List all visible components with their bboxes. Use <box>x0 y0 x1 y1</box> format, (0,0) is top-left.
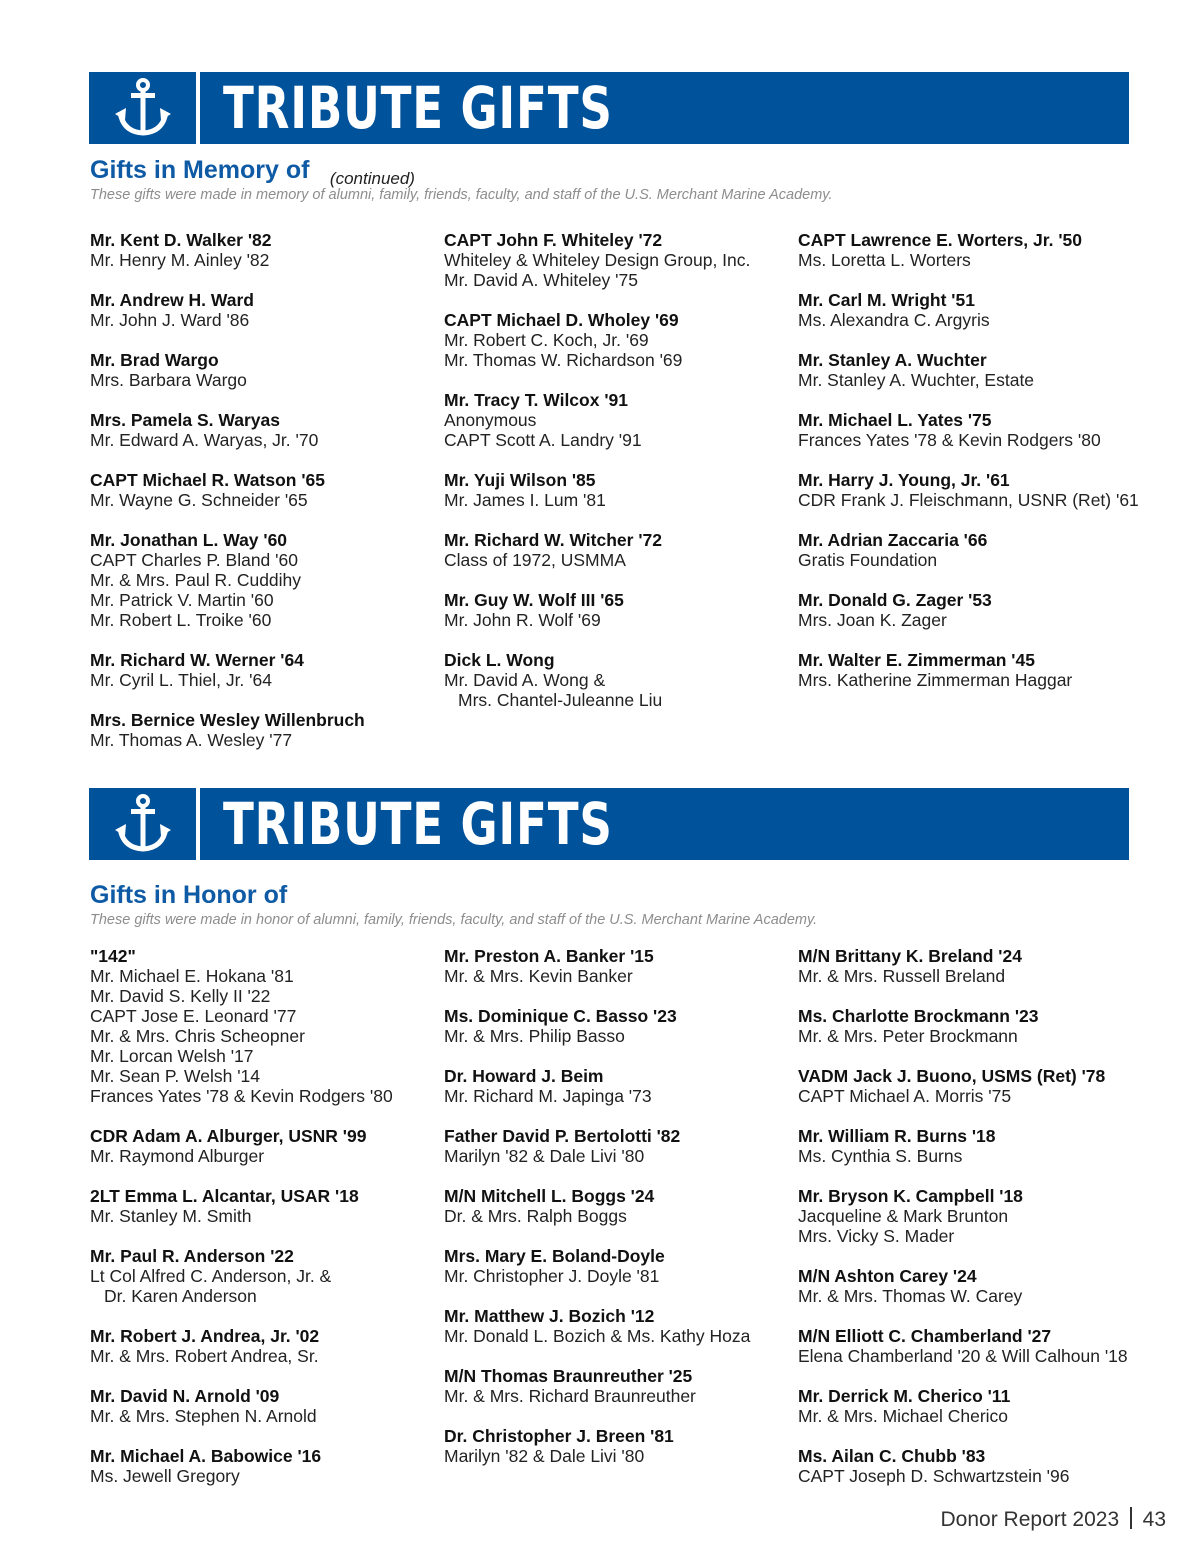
tribute-entry <box>90 710 440 750</box>
memory-column-1 <box>90 230 440 770</box>
donor-name: Mr. Patrick V. Martin '60 <box>90 590 274 610</box>
honoree-name: Mr. Carl M. Wright '51 <box>798 290 975 310</box>
honoree-name: Mr. Robert J. Andrea, Jr. '02 <box>90 1326 320 1346</box>
honor-section-title: Gifts in Honor of <box>90 881 288 909</box>
donor-name: Ms. Jewell Gregory <box>90 1466 240 1486</box>
donor-name: Mrs. Katherine Zimmerman Haggar <box>798 670 1073 690</box>
tribute-entry <box>90 470 440 510</box>
footer-report-title: Donor Report 2023 <box>940 1508 1120 1531</box>
honoree-name: Dr. Christopher J. Breen '81 <box>444 1426 674 1446</box>
tribute-entry <box>444 1426 794 1466</box>
tribute-entry <box>90 1446 440 1486</box>
honoree-name: Mr. Richard W. Witcher '72 <box>444 530 662 550</box>
donor-name: Mr. Cyril L. Thiel, Jr. '64 <box>90 670 272 690</box>
honoree-name: Mr. Bryson K. Campbell '18 <box>798 1186 1023 1206</box>
tribute-entry <box>90 230 440 270</box>
honoree-name: Mrs. Mary E. Boland-Doyle <box>444 1246 665 1266</box>
donor-name: Mr. & Mrs. Russell Breland <box>798 966 1006 986</box>
donor-name: Mrs. Chantel-Juleanne Liu <box>458 690 663 710</box>
tribute-gifts-banner-top <box>89 72 1129 144</box>
tribute-entry <box>90 946 440 1106</box>
tribute-entry <box>444 1186 794 1226</box>
tribute-entry <box>798 410 1148 450</box>
tribute-entry <box>444 1246 794 1286</box>
donor-name: Mr. & Mrs. Richard Braunreuther <box>444 1386 696 1406</box>
honoree-name: Mr. Kent D. Walker '82 <box>90 230 272 250</box>
donor-name: Mr. Edward A. Waryas, Jr. '70 <box>90 430 319 450</box>
honoree-name: CAPT Lawrence E. Worters, Jr. '50 <box>798 230 1082 250</box>
anchor-icon <box>89 72 196 144</box>
honoree-name: Mr. Jonathan L. Way '60 <box>90 530 288 550</box>
memory-column-3 <box>798 230 1148 710</box>
honoree-name: Dick L. Wong <box>444 650 555 670</box>
donor-name: Mr. Stanley A. Wuchter, Estate <box>798 370 1035 390</box>
tribute-gifts-banner-bottom <box>89 788 1129 860</box>
tribute-entry <box>444 590 794 630</box>
tribute-entry <box>444 470 794 510</box>
tribute-entry <box>444 390 794 450</box>
honoree-name: Mr. Yuji Wilson '85 <box>444 470 596 490</box>
donor-name: Mr. Michael E. Hokana '81 <box>90 966 294 986</box>
donor-name: Mr. Raymond Alburger <box>90 1146 265 1166</box>
honoree-name: M/N Ashton Carey '24 <box>798 1266 977 1286</box>
memory-continued-label: (continued) <box>329 169 415 188</box>
donor-name: Mr. & Mrs. Michael Cherico <box>798 1406 1009 1426</box>
honoree-name: CDR Adam A. Alburger, USNR '99 <box>90 1126 367 1146</box>
tribute-entry <box>798 1066 1148 1106</box>
honoree-name: Ms. Dominique C. Basso '23 <box>444 1006 677 1026</box>
donor-name: Mr. Wayne G. Schneider '65 <box>90 490 308 510</box>
tribute-entry <box>90 410 440 450</box>
donor-name: Mr. Donald L. Bozich & Ms. Kathy Hoza <box>444 1326 751 1346</box>
honoree-name: Mr. Brad Wargo <box>90 350 219 370</box>
donor-name: Mr. Sean P. Welsh '14 <box>90 1066 261 1086</box>
tribute-entry <box>444 1306 794 1346</box>
banner-divider <box>196 788 200 860</box>
memory-section-subtitle: These gifts were made in memory of alumni, family, friends, faculty, and staff of the U.S. Merchant Marine Academy. <box>90 187 833 203</box>
tribute-entry <box>798 290 1148 330</box>
honoree-name: Mr. Donald G. Zager '53 <box>798 590 992 610</box>
tribute-entry <box>444 1006 794 1046</box>
tribute-entry <box>444 230 794 290</box>
tribute-entry <box>90 290 440 330</box>
honoree-name: 2LT Emma L. Alcantar, USAR '18 <box>90 1186 359 1206</box>
honor-column-1 <box>90 946 440 1506</box>
honoree-name: Mr. Stanley A. Wuchter <box>798 350 987 370</box>
tribute-entry <box>444 1126 794 1166</box>
tribute-entry <box>90 1386 440 1426</box>
honoree-name: CAPT Michael D. Wholey '69 <box>444 310 679 330</box>
tribute-entry <box>798 1186 1148 1246</box>
tribute-entry <box>444 530 794 570</box>
honoree-name: M/N Elliott C. Chamberland '27 <box>798 1326 1052 1346</box>
honoree-name: CAPT John F. Whiteley '72 <box>444 230 663 250</box>
honoree-name: M/N Mitchell L. Boggs '24 <box>444 1186 655 1206</box>
honoree-name: "142" <box>90 946 136 966</box>
donor-name: Mr. David A. Wong & <box>444 670 606 690</box>
donor-name: Mr. & Mrs. Robert Andrea, Sr. <box>90 1346 319 1366</box>
tribute-entry <box>798 1126 1148 1166</box>
honoree-name: Mr. Harry J. Young, Jr. '61 <box>798 470 1010 490</box>
tribute-entry <box>798 350 1148 390</box>
honoree-name: Mr. Matthew J. Bozich '12 <box>444 1306 655 1326</box>
donor-name: Mr. Stanley M. Smith <box>90 1206 252 1226</box>
honor-column-3 <box>798 946 1148 1506</box>
honoree-name: Mr. Paul R. Anderson '22 <box>90 1246 294 1266</box>
donor-name: Mr. John J. Ward '86 <box>90 310 250 330</box>
donor-name: Whiteley & Whiteley Design Group, Inc. <box>444 250 751 270</box>
page-footer <box>941 1507 1166 1532</box>
honoree-name: Mr. Adrian Zaccaria '66 <box>798 530 988 550</box>
donor-name: Mrs. Joan K. Zager <box>798 610 947 630</box>
honoree-name: Mrs. Bernice Wesley Willenbruch <box>90 710 365 730</box>
tribute-entry <box>90 650 440 690</box>
donor-name: Mr. Christopher J. Doyle '81 <box>444 1266 660 1286</box>
donor-name: CAPT Scott A. Landry '91 <box>444 430 642 450</box>
honoree-name: Mr. Derrick M. Cherico '11 <box>798 1386 1011 1406</box>
donor-name: Mr. Lorcan Welsh '17 <box>90 1046 254 1066</box>
tribute-entry <box>90 1246 440 1306</box>
tribute-entry <box>444 650 794 710</box>
tribute-entry <box>798 470 1148 510</box>
anchor-icon <box>89 788 196 860</box>
honoree-name: Ms. Charlotte Brockmann '23 <box>798 1006 1039 1026</box>
donor-name: CAPT Jose E. Leonard '77 <box>90 1006 297 1026</box>
tribute-entry <box>798 230 1148 270</box>
honoree-name: Mr. Michael A. Babowice '16 <box>90 1446 322 1466</box>
donor-name: Mr. & Mrs. Philip Basso <box>444 1026 625 1046</box>
tribute-entry <box>798 1446 1148 1486</box>
tribute-entry <box>798 1386 1148 1426</box>
donor-name: Mr. David S. Kelly II '22 <box>90 986 271 1006</box>
honoree-name: Mr. Richard W. Werner '64 <box>90 650 304 670</box>
donor-name: Marilyn '82 & Dale Livi '80 <box>444 1446 645 1466</box>
tribute-entry <box>444 1366 794 1406</box>
tribute-entry <box>90 1126 440 1166</box>
tribute-entry <box>90 350 440 390</box>
donor-name: Mr. Henry M. Ainley '82 <box>90 250 270 270</box>
memory-section-title: Gifts in Memory of <box>90 156 310 184</box>
tribute-entry <box>798 650 1148 690</box>
donor-name: Mr. David A. Whiteley '75 <box>444 270 638 290</box>
donor-name: Mr. Thomas A. Wesley '77 <box>90 730 293 750</box>
donor-name: Mr. Richard M. Japinga '73 <box>444 1086 652 1106</box>
donor-name: Mr. Thomas W. Richardson '69 <box>444 350 683 370</box>
tribute-entry <box>444 946 794 986</box>
donor-name: Mr. & Mrs. Thomas W. Carey <box>798 1286 1023 1306</box>
donor-name: Anonymous <box>444 410 537 430</box>
honoree-name: Mr. Preston A. Banker '15 <box>444 946 654 966</box>
honoree-name: CAPT Michael R. Watson '65 <box>90 470 325 490</box>
tribute-entry <box>444 310 794 370</box>
donor-name: Mr. & Mrs. Stephen N. Arnold <box>90 1406 317 1426</box>
tribute-entry <box>798 590 1148 630</box>
tribute-entry <box>90 1326 440 1366</box>
tribute-entry <box>444 1066 794 1106</box>
banner-title: TRIBUTE GIFTS <box>223 74 613 142</box>
honoree-name: Mr. Guy W. Wolf III '65 <box>444 590 624 610</box>
donor-name: Ms. Cynthia S. Burns <box>798 1146 963 1166</box>
donor-name: Mr. Robert L. Troike '60 <box>90 610 272 630</box>
tribute-entry <box>798 1266 1148 1306</box>
donor-name: Mr. & Mrs. Kevin Banker <box>444 966 633 986</box>
tribute-entry <box>798 1006 1148 1046</box>
donor-name: Elena Chamberland '20 & Will Calhoun '18 <box>798 1346 1128 1366</box>
honoree-name: Father David P. Bertolotti '82 <box>444 1126 681 1146</box>
tribute-entry <box>90 1186 440 1226</box>
donor-name: Mr. James I. Lum '81 <box>444 490 606 510</box>
donor-name: Mr. & Mrs. Paul R. Cuddihy <box>90 570 302 590</box>
donor-name: Mr. John R. Wolf '69 <box>444 610 601 630</box>
honoree-name: VADM Jack J. Buono, USMS (Ret) '78 <box>798 1066 1106 1086</box>
donor-name: Mr. & Mrs. Chris Scheopner <box>90 1026 305 1046</box>
donor-name: Jacqueline & Mark Brunton <box>798 1206 1009 1226</box>
donor-name: Ms. Alexandra C. Argyris <box>798 310 990 330</box>
page-number: 43 <box>1142 1508 1166 1531</box>
honoree-name: Mr. Walter E. Zimmerman '45 <box>798 650 1035 670</box>
donor-name: CDR Frank J. Fleischmann, USNR (Ret) '61 <box>798 490 1139 510</box>
honoree-name: Mr. Andrew H. Ward <box>90 290 254 310</box>
donor-name: Mrs. Vicky S. Mader <box>798 1226 955 1246</box>
memory-section-heading <box>90 156 415 188</box>
donor-name: Dr. & Mrs. Ralph Boggs <box>444 1206 627 1226</box>
honoree-name: Mr. Tracy T. Wilcox '91 <box>444 390 628 410</box>
donor-name: Dr. Karen Anderson <box>104 1286 257 1306</box>
honor-column-2 <box>444 946 794 1486</box>
footer-separator <box>1130 1507 1132 1529</box>
donor-name: Mr. Robert C. Koch, Jr. '69 <box>444 330 649 350</box>
honoree-name: Dr. Howard J. Beim <box>444 1066 604 1086</box>
donor-name: Marilyn '82 & Dale Livi '80 <box>444 1146 645 1166</box>
honoree-name: Mr. David N. Arnold '09 <box>90 1386 280 1406</box>
donor-name: Class of 1972, USMMA <box>444 550 626 570</box>
donor-name: Frances Yates '78 & Kevin Rodgers '80 <box>798 430 1101 450</box>
honoree-name: Mrs. Pamela S. Waryas <box>90 410 281 430</box>
tribute-entry <box>798 946 1148 986</box>
donor-name: CAPT Michael A. Morris '75 <box>798 1086 1012 1106</box>
honor-section-subtitle: These gifts were made in honor of alumni, family, friends, faculty, and staff of the U.S. Merchant Marine Academy. <box>90 912 818 928</box>
donor-name: Ms. Loretta L. Worters <box>798 250 971 270</box>
donor-name: Frances Yates '78 & Kevin Rodgers '80 <box>90 1086 393 1106</box>
banner-divider <box>196 72 200 144</box>
donor-name: Gratis Foundation <box>798 550 938 570</box>
honoree-name: Mr. Michael L. Yates '75 <box>798 410 992 430</box>
donor-name: Mr. & Mrs. Peter Brockmann <box>798 1026 1018 1046</box>
honoree-name: M/N Thomas Braunreuther '25 <box>444 1366 693 1386</box>
memory-column-2 <box>444 230 794 730</box>
tribute-entry <box>90 530 440 630</box>
donor-name: Lt Col Alfred C. Anderson, Jr. & <box>90 1266 332 1286</box>
honoree-name: M/N Brittany K. Breland '24 <box>798 946 1022 966</box>
honoree-name: Mr. William R. Burns '18 <box>798 1126 996 1146</box>
banner-title: TRIBUTE GIFTS <box>223 790 613 858</box>
tribute-entry <box>798 1326 1148 1366</box>
honor-section-heading <box>90 881 287 910</box>
donor-name: CAPT Charles P. Bland '60 <box>90 550 298 570</box>
tribute-entry <box>798 530 1148 570</box>
donor-name: CAPT Joseph D. Schwartzstein '96 <box>798 1466 1070 1486</box>
honoree-name: Ms. Ailan C. Chubb '83 <box>798 1446 986 1466</box>
donor-name: Mrs. Barbara Wargo <box>90 370 247 390</box>
